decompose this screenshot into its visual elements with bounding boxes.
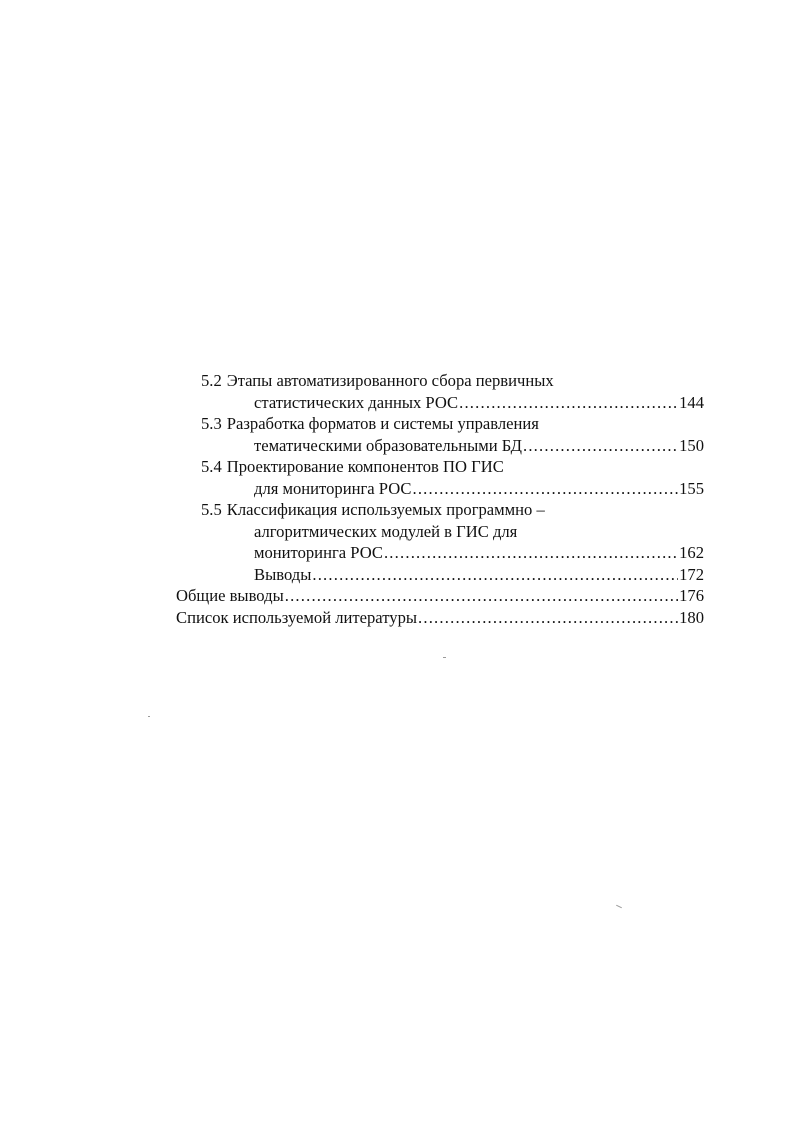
toc-page-number: 144 — [679, 392, 704, 412]
dot-leader — [418, 607, 678, 629]
scan-speck — [148, 716, 150, 717]
toc-entry-title: Список используемой литературы — [176, 607, 418, 627]
toc-entry-number: 5.4 — [201, 457, 222, 476]
toc-entry-title-continuation: для мониторинга РОС — [254, 478, 412, 498]
toc-entry-number: 5.2 — [201, 371, 222, 390]
toc-entry-5-4[interactable] — [176, 456, 704, 499]
toc-entry-title: Классификация используемых программно – — [226, 500, 545, 519]
dot-leader — [459, 392, 678, 414]
toc-entry-references[interactable] — [176, 607, 704, 629]
toc-entry-title-continuation: мониторинга РОС — [254, 543, 383, 562]
toc-page-number: 162 — [679, 543, 704, 562]
toc-entry-5-2[interactable] — [176, 370, 704, 413]
toc-entry-title-continuation: тематическими образовательными БД — [254, 435, 522, 455]
toc-entry-general-conclusions[interactable] — [176, 585, 704, 607]
dot-leader — [412, 478, 678, 500]
table-of-contents — [176, 370, 704, 628]
toc-entry-number: 5.5 — [201, 500, 222, 519]
toc-entry-title-continuation: алгоритмических модулей в ГИС для — [254, 521, 518, 541]
dot-leader — [312, 564, 678, 586]
toc-entry-conclusions[interactable] — [176, 564, 704, 586]
scan-speck — [443, 657, 446, 658]
dot-leader — [384, 542, 678, 564]
toc-page-number: 180 — [679, 607, 704, 627]
toc-entry-title: Проектирование компонентов ПО ГИС — [226, 457, 504, 476]
toc-entry-number: 5.3 — [201, 414, 222, 433]
scan-speck — [616, 905, 622, 908]
toc-entry-title: Выводы — [254, 564, 312, 584]
toc-page-number: 176 — [679, 586, 704, 605]
dot-leader — [285, 585, 678, 607]
toc-entry-title-continuation: статистических данных РОС — [254, 392, 459, 412]
dot-leader — [523, 435, 678, 457]
toc-entry-5-3[interactable] — [176, 413, 704, 456]
toc-page-number: 155 — [679, 478, 704, 498]
toc-page-number: 150 — [679, 435, 704, 455]
toc-entry-title: Разработка форматов и системы управления — [226, 414, 539, 433]
toc-entry-5-5[interactable] — [176, 499, 704, 564]
toc-entry-title: Общие выводы — [176, 586, 284, 605]
toc-page-number: 172 — [679, 564, 704, 584]
toc-entry-title: Этапы автоматизированного сбора первичных — [226, 371, 554, 390]
